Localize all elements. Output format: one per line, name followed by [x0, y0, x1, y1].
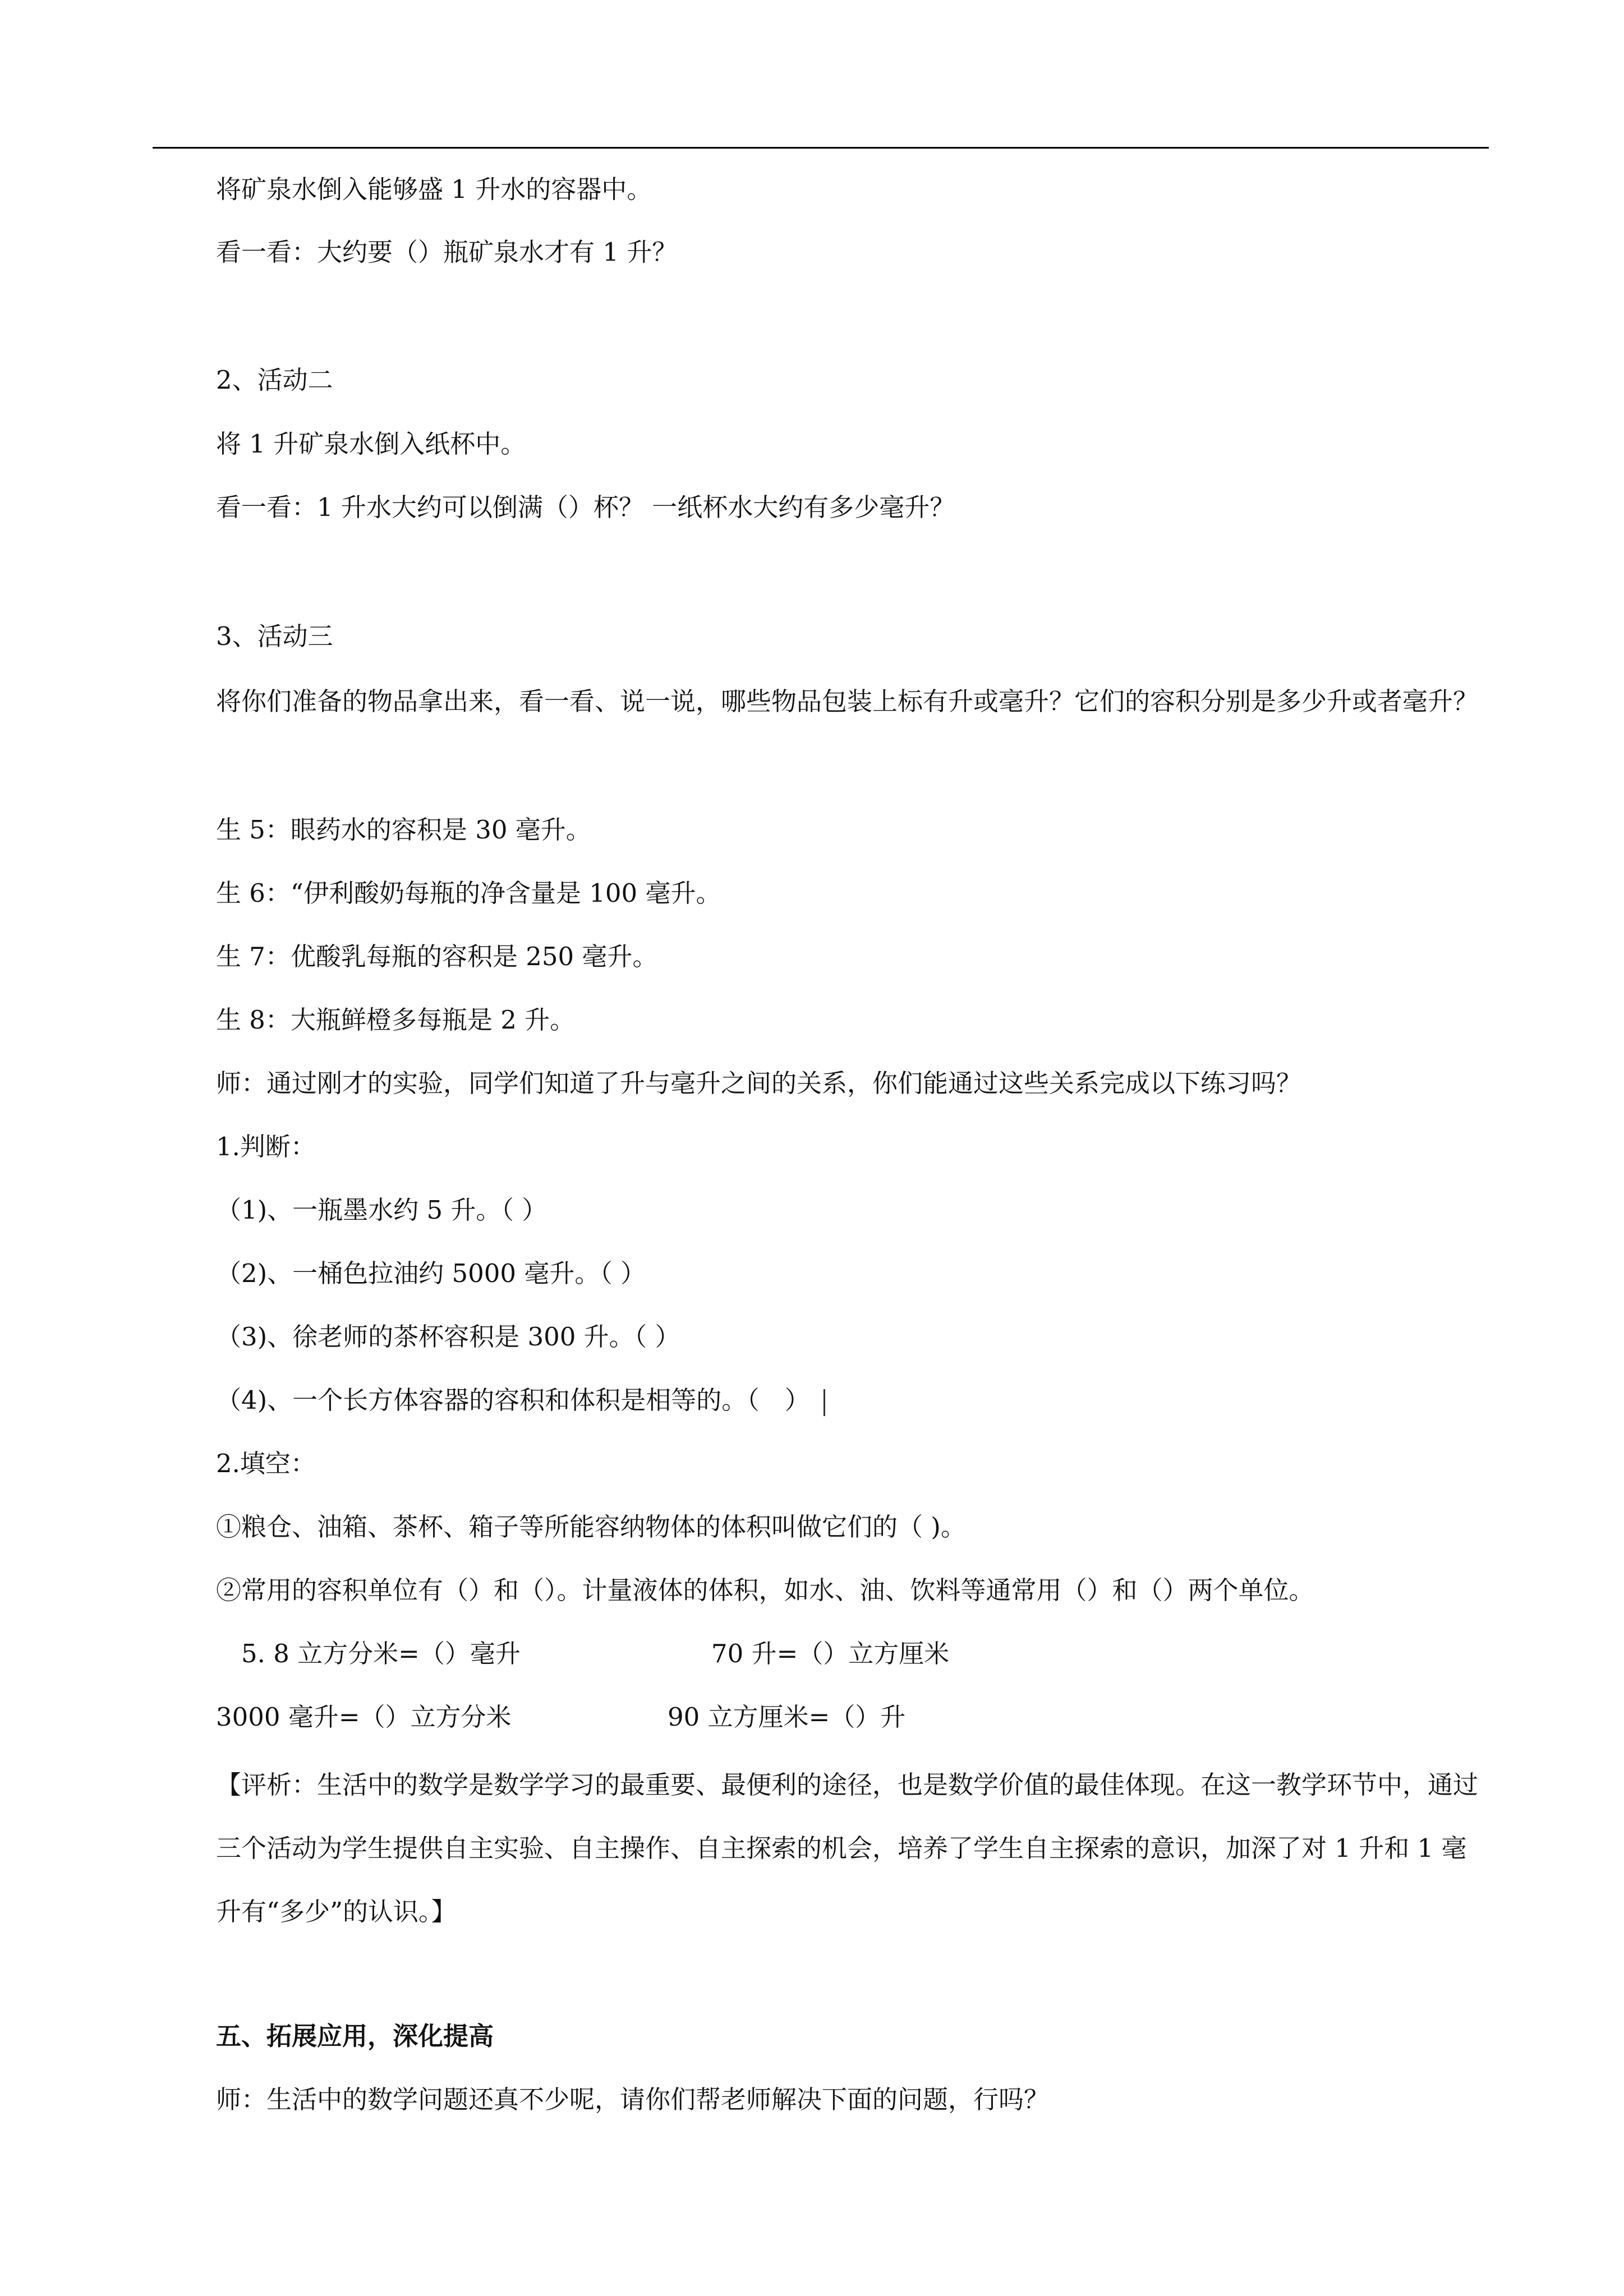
- text-line: 生 7：优酸乳每瓶的容积是 250 毫升。: [216, 942, 658, 971]
- text-line: 看一看：大约要（）瓶矿泉水才有 1 升？: [216, 237, 678, 267]
- exercise-item: 70 升=（）立方厘米: [711, 1639, 950, 1668]
- text-line: 1.判断：: [216, 1132, 316, 1161]
- text-paragraph: 将你们准备的物品拿出来，看一看、说一说，哪些物品包装上标有升或毫升？它们的容积分别是多少升或者毫升？: [216, 686, 1479, 716]
- question-item: [216, 1384, 825, 1417]
- question-item: （2)、一桶色拉油约 5000 毫升。（ ）: [216, 1258, 646, 1288]
- text-line: 2.填空：: [216, 1449, 316, 1478]
- section-heading: 2、活动二: [216, 365, 333, 395]
- text-line: 生 5：眼药水的容积是 30 毫升。: [216, 815, 591, 845]
- text-line: 生 8：大瓶鲜橙多每瓶是 2 升。: [216, 1005, 576, 1035]
- section-heading: 五、拓展应用，深化提高: [216, 2021, 494, 2051]
- text-line: ①粮仓、油箱、茶杯、箱子等所能容纳物体的体积叫做它们的（ )。: [216, 1512, 966, 1542]
- text-line: 师：通过刚才的实验，同学们知道了升与毫升之间的关系，你们能通过这些关系完成以下练习吗？: [216, 1068, 1302, 1098]
- section-heading: 3、活动三: [216, 621, 333, 651]
- question-text: （4)、一个长方体容器的容积和体积是相等的。（ ）: [216, 1385, 810, 1415]
- text-line: 将矿泉水倒入能够盛 1 升水的容器中。: [216, 174, 652, 204]
- text-line: 生 6：“伊利酸奶每瓶的净含量是 100 毫升。: [216, 878, 721, 908]
- text-cursor: [823, 1389, 825, 1416]
- text-line: 看一看：1 升水大约可以倒满（）杯？ 一纸杯水大约有多少毫升？: [216, 492, 955, 522]
- question-item: （1)、一瓶墨水约 5 升。（ ）: [216, 1195, 548, 1225]
- exercise-item: 3000 毫升=（）立方分米: [216, 1702, 512, 1732]
- header-rule: [153, 147, 1489, 149]
- text-line: ②常用的容积单位有（）和（）。计量液体的体积，如水、油、饮料等通常用（）和（）两个单位。: [216, 1575, 1314, 1605]
- text-line: 将 1 升矿泉水倒入纸杯中。: [216, 429, 526, 459]
- exercise-item: 90 立方厘米=（）升: [668, 1702, 906, 1732]
- question-item: （3)、徐老师的茶杯容积是 300 升。（ ）: [216, 1322, 680, 1352]
- text-line: 师：生活中的数学问题还真不少呢，请你们帮老师解决下面的问题，行吗？: [216, 2085, 1050, 2114]
- exercise-item: 5. 8 立方分米=（）毫升: [241, 1639, 521, 1668]
- commentary-paragraph: 【评析：生活中的数学是数学学习的最重要、最便利的途径，也是数学价值的最佳体现。在这一教学环节中，通过三个活动为学生提供自主实验、自主操作、自主探索的机会，培养了学生自主探索的意识，加深了对 1 升和 1 毫升有“多少”的认识。】: [216, 1770, 1479, 1926]
